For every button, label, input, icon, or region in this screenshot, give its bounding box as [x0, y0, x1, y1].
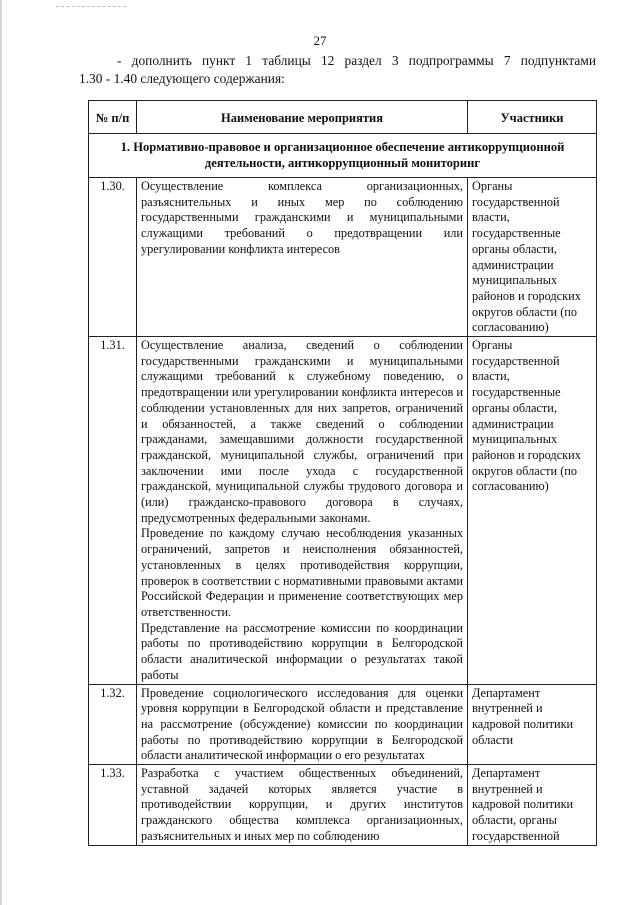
header-participants: Участники	[468, 101, 597, 134]
header-name: Наименование мероприятия	[137, 101, 468, 134]
measures-table	[88, 100, 597, 846]
table-row	[89, 178, 597, 337]
row-name-paragraph: Разработка с участием общественных объединений, уставной задачей которых является участие в противодействии коррупции, и других институтов гражданского общества комплекса организационных, разъяснительных и иных мер по соблюдению	[141, 766, 463, 843]
row-name-paragraph: Проведение по каждому случаю несоблюдения указанных ограничений, запретов и неисполнения обязанностей, установленных в целях противодействия коррупции, проверок в соответствии с нормативными правовыми актами Российской Федерации и применение соответствующих мер ответственности.	[141, 526, 463, 619]
row-name	[137, 765, 468, 846]
row-num: 1.32.	[89, 684, 137, 765]
row-participants: Органы государственной власти, государственные органы области, администрации муниципальных районов и городских округов области (по согласованию)	[468, 178, 597, 337]
header-num: № п/п	[89, 101, 137, 134]
row-num: 1.31.	[89, 337, 137, 684]
table-header-row	[89, 101, 597, 134]
section-row	[89, 134, 597, 178]
row-participants: Органы государственной власти, государственные органы области, администрации муниципальных районов и городских округов области (по согласованию)	[468, 337, 597, 684]
table-row	[89, 684, 597, 765]
page-number: 27	[313, 33, 327, 48]
table-row	[89, 337, 597, 684]
row-num: 1.33.	[89, 765, 137, 846]
intro-line-1: - дополнить пункт 1 таблицы 12 раздел 3 подпрограммы 7 подпунктами	[117, 53, 596, 68]
row-name-paragraph: Осуществление комплекса организационных, разъяснительных и иных мер по соблюдению государственными гражданскими и муниципальными служащими требований о предотвращении или урегулировании конфликта интересов	[141, 179, 463, 256]
intro-paragraph	[79, 52, 596, 88]
row-participants: Департамент внутренней и кадровой политики области, органы государственной	[468, 765, 597, 846]
row-name-paragraph: Проведение социологического исследования для оценки уровня коррупции в Белгородской области и представление на рассмотрение (обсуждение) комиссии по координации работы по противодействию коррупции в Белгородской области аналитической информации о его результатах	[141, 685, 463, 763]
row-num: 1.30.	[89, 178, 137, 337]
section-title: 1. Нормативно-правовое и организационное обеспечение антикоррупционной деятельности, антикоррупционный мониторинг	[89, 134, 597, 178]
scan-artifact	[56, 0, 126, 7]
row-name	[137, 178, 468, 337]
row-name	[137, 337, 468, 684]
table-row	[89, 765, 597, 846]
intro-line-2: 1.30 - 1.40 следующего содержания:	[79, 71, 285, 86]
row-participants: Департамент внутренней и кадровой политики области	[468, 684, 597, 765]
row-name	[137, 684, 468, 765]
row-name-paragraph: Осуществление анализа, сведений о соблюдении государственными гражданскими и муниципальными служащими требований к служебному поведению, о предотвращении или урегулировании конфликта интересов и соблюдении установленных для них запретов, ограничений и обязанностей, а также сведений о соблюдении гражданами, замещавшими должности государственной гражданской, муниципальной службы, ограничений при заключении ими после ухода с государственной гражданской, муниципальной службы трудового договора и (или) гражданско-правового договора в случаях, предусмотренных федеральными законами.	[141, 338, 463, 525]
row-name-paragraph: Представление на рассмотрение комиссии по координации работы по противодействию коррупции в Белгородской области аналитической информации о результатах такой работы	[141, 620, 463, 682]
scan-edge	[0, 0, 2, 905]
